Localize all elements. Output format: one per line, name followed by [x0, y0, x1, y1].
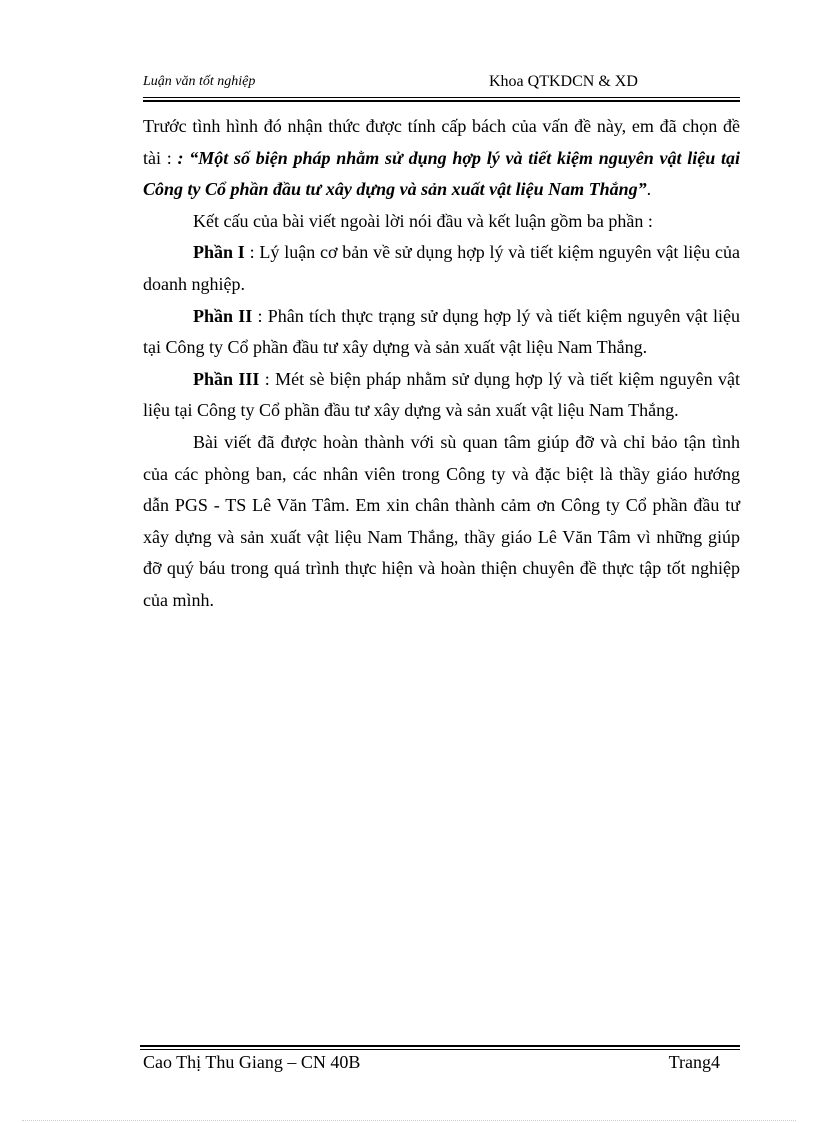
paragraph-part-3 — [143, 364, 740, 427]
topic-title: : “Một số biện pháp nhằm sử dụng hợp lý và tiết kiệm nguyên vật liệu tại Công ty Cổ phần đầu tư xây dựng và sản xuất vật liệu Nam Thắng” — [143, 147, 740, 200]
paragraph-acknowledgement: Bài viết đã được hoàn thành với sù quan tâm giúp đỡ và chỉ bảo tận tình của các phòng ban, các nhân viên trong Công ty và đặc biệt là thầy giáo hướng dẫn PGS - TS Lê Văn Tâm. Em xin chân thành cảm ơn Công ty Cổ phần đầu tư xây dựng và sản xuất vật liệu Nam Thắng, thầy giáo Lê Văn Tâm vì những giúp đỡ quý báu trong quá trình thực hiện và hoàn thiện chuyên đề thực tập tốt nghiệp của mình. — [143, 431, 740, 610]
paragraph-structure: Kết cấu của bài viết ngoài lời nói đầu và kết luận gồm ba phần : — [193, 210, 653, 231]
part-2-label: Phần II — [193, 305, 253, 326]
document-body — [143, 111, 740, 617]
part-2-text: : Phân tích thực trạng sử dụng hợp lý và tiết kiệm nguyên vật liệu tại Công ty Cổ phần đầu tư xây dựng và sản xuất vật liệu Nam Thắng. — [143, 305, 740, 358]
paragraph-topic — [143, 111, 740, 206]
header-rule — [143, 97, 740, 102]
part-1-label: Phần I — [193, 242, 245, 263]
topic-lead: Trước tình hình đó nhận thức được tính cấp bách của vấn đề này, em đã chọn đề tài : — [143, 116, 740, 168]
footer-author: Cao Thị Thu Giang – CN 40B — [143, 1052, 361, 1072]
paragraph-part-2 — [143, 301, 740, 364]
topic-end: . — [646, 179, 652, 200]
footer-page-number: Trang4 — [668, 1052, 720, 1072]
page-header — [143, 72, 740, 94]
page-edge-divider — [22, 1120, 796, 1121]
header-faculty-label: Khoa QTKDCN & XD — [489, 73, 638, 90]
part-1-text: : Lý luận cơ bản về sử dụng hợp lý và tiết kiệm nguyên vật liệu của doanh nghiệp. — [143, 242, 740, 294]
paragraph-part-1 — [143, 237, 740, 300]
header-thesis-label: Luận văn tốt nghiệp — [143, 74, 256, 89]
footer-rule — [140, 1045, 740, 1050]
part-3-text: : Mét sè biện pháp nhằm sử dụng hợp lý và tiết kiệm nguyên vật liệu tại Công ty Cổ phần đầu tư xây dựng và sản xuất vật liệu Nam Thắng. — [143, 368, 741, 421]
part-3-label: Phần III — [193, 368, 260, 389]
page-footer — [143, 1052, 740, 1076]
